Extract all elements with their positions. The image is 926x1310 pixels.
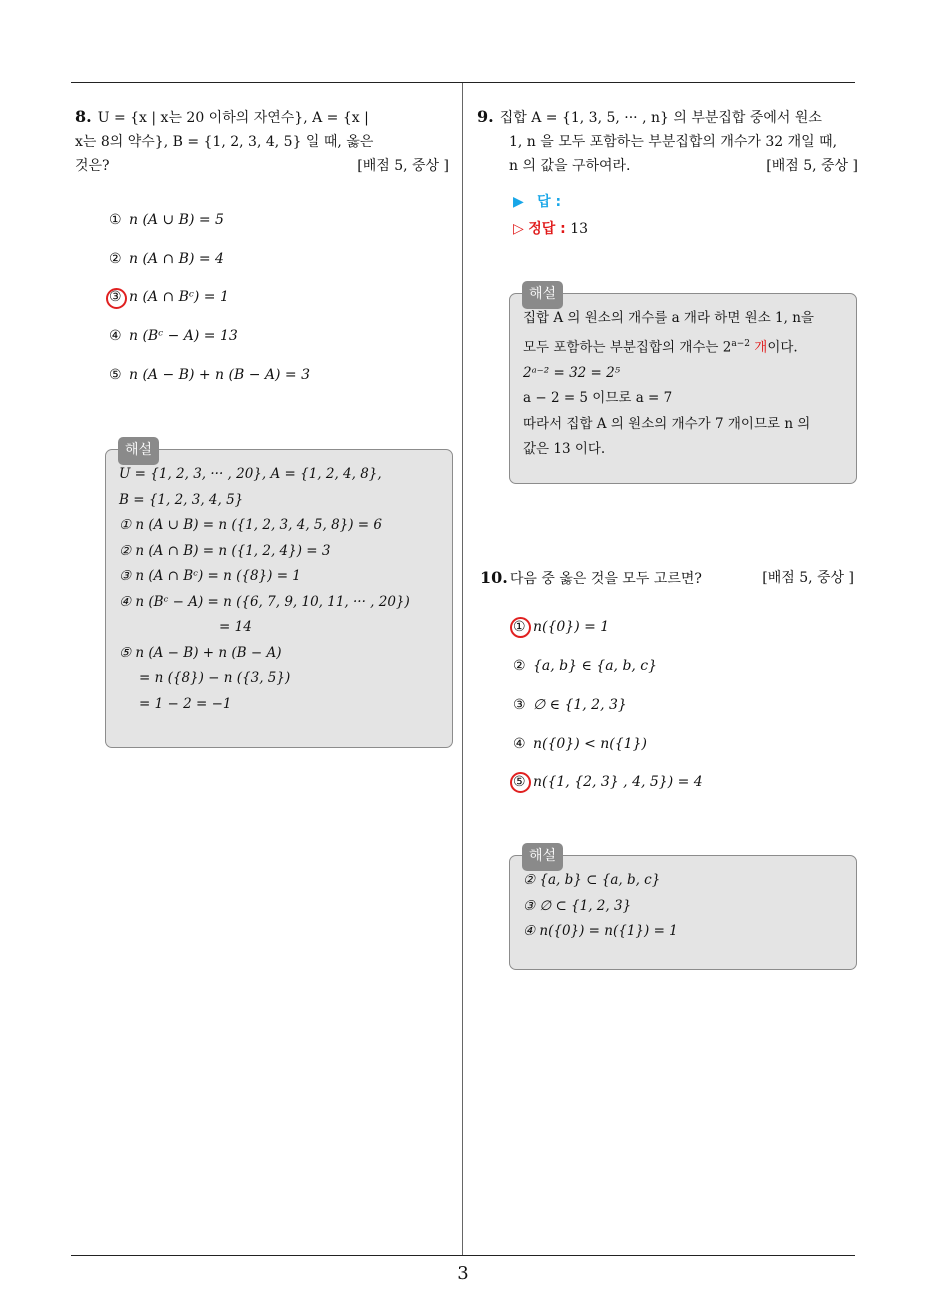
q8-explanation-line: ⑤ n (A − B) + n (B − A) xyxy=(119,644,282,661)
q8-explanation-label: 해설 xyxy=(118,437,159,465)
q8-explanation-line: ② n (A ∩ B) = n ({1, 2, 4}) = 3 xyxy=(119,542,331,559)
question-10-number: 10. xyxy=(480,568,508,587)
q8-explanation-line: ③ n (A ∩ Bᶜ) = n ({8}) = 1 xyxy=(119,568,301,584)
question-8 xyxy=(75,105,449,178)
play-icon: ▶ xyxy=(513,194,524,210)
column-divider xyxy=(462,83,463,1255)
q10-option-2[interactable]: ② {a, b} ∈ {a, b, c} xyxy=(513,658,658,674)
q10-option-4[interactable]: ④ n({0}) < n({1}) xyxy=(513,736,647,752)
question-8-line-2: x는 8의 약수}, B = {1, 2, 3, 4, 5} 일 때, 옳은 xyxy=(75,134,374,150)
q9-answer-label: 답 : xyxy=(537,194,562,210)
q10-explanation-line: ② {a, b} ⊂ {a, b, c} xyxy=(523,872,661,888)
q10-explanation-line: ④ n({0}) = n({1}) = 1 xyxy=(523,923,678,939)
q8-option-5[interactable]: ⑤ n (A − B) + n (B − A) = 3 xyxy=(109,367,311,383)
q8-option-1[interactable]: ① n (A ∪ B) = 5 xyxy=(109,212,224,228)
q10-explanation-box xyxy=(509,848,857,970)
question-8-line-1: U = {x | x는 20 이하의 자연수}, A = {x | xyxy=(97,110,369,126)
question-9-number: 9. xyxy=(477,107,494,126)
q9-explanation-line: 집합 A 의 원소의 개수를 a 개라 하면 원소 1, n을 xyxy=(523,310,814,326)
q8-explanation-line: = 1 − 2 = −1 xyxy=(139,695,232,712)
q8-explanation-line: B = {1, 2, 3, 4, 5} xyxy=(119,491,244,508)
question-9-line-1: 집합 A = {1, 3, 5, ··· , n} 의 부분집합 중에서 원소 xyxy=(499,110,822,126)
question-9-line-3: n 의 값을 구하여라. xyxy=(509,158,631,174)
q9-explanation-line: 값은 13 이다. xyxy=(523,441,606,457)
play-outline-icon: ▷ xyxy=(513,221,524,237)
q8-explanation-line: ④ n (Bᶜ − A) = n ({6, 7, 9, 10, 11, ··· , 20}) xyxy=(119,593,410,610)
question-8-line-3: 것은? xyxy=(75,158,110,174)
q9-correct-label: 정답 : xyxy=(528,221,566,237)
top-rule xyxy=(71,82,855,83)
q8-explanation-box xyxy=(105,442,453,748)
q9-explanation-label: 해설 xyxy=(522,281,563,309)
question-8-points: [배점 5, 중상 ] xyxy=(357,158,449,174)
q8-option-3[interactable]: ③ n (A ∩ Bᶜ) = 1 xyxy=(109,289,229,305)
question-10-points: [배점 5, 중상 ] xyxy=(762,570,854,586)
question-9-line-2: 1, n 을 모두 포함하는 부분집합의 개수가 32 개일 때, xyxy=(509,134,838,150)
question-8-number: 8. xyxy=(75,107,92,126)
page-number: 3 xyxy=(457,1263,469,1284)
q10-explanation-line: ③ ∅ ⊂ {1, 2, 3} xyxy=(523,897,632,914)
q9-explanation-line: a − 2 = 5 이므로 a = 7 xyxy=(523,390,673,406)
q9-explanation-line: 따라서 집합 A 의 원소의 개수가 7 개이므로 n 의 xyxy=(523,415,811,432)
q8-answer-circle xyxy=(106,288,127,309)
q10-option-3[interactable]: ③ ∅ ∈ {1, 2, 3} xyxy=(513,697,627,713)
q10-answer-circle-5 xyxy=(510,772,531,793)
q8-option-4[interactable]: ④ n (Bᶜ − A) = 13 xyxy=(109,328,238,344)
question-10-text: 다음 중 옳은 것을 모두 고르면? xyxy=(509,571,702,587)
q8-explanation-line: = n ({8}) − n ({3, 5}) xyxy=(139,670,291,686)
q10-option-1[interactable]: ① n({0}) = 1 xyxy=(513,619,610,635)
q9-answer-row[interactable] xyxy=(513,191,561,211)
q8-explanation-line: = 14 xyxy=(219,619,252,635)
q9-explanation-box xyxy=(509,286,857,484)
bottom-rule xyxy=(71,1255,855,1256)
q10-option-5[interactable]: ⑤ n({1, {2, 3} , 4, 5}) = 4 xyxy=(513,774,703,790)
q10-explanation-label: 해설 xyxy=(522,843,563,871)
q9-correct-value: 13 xyxy=(570,221,589,237)
q9-correct-row xyxy=(513,218,588,238)
q9-explanation-line: 모두 포함하는 부분집합의 개수는 $2^{a-2}$ 개이다. xyxy=(523,338,798,355)
q10-answer-circle-1 xyxy=(510,617,531,638)
question-9 xyxy=(477,105,858,178)
q8-explanation-line: U = {1, 2, 3, ··· , 20}, A = {1, 2, 4, 8}, xyxy=(119,466,382,482)
question-10 xyxy=(480,566,854,591)
q8-option-2[interactable]: ② n (A ∩ B) = 4 xyxy=(109,251,224,267)
q9-explanation-line: 2ᵃ⁻² = 32 = 2⁵ xyxy=(523,364,621,381)
question-9-points: [배점 5, 중상 ] xyxy=(766,158,858,174)
q8-explanation-line: ① n (A ∪ B) = n ({1, 2, 3, 4, 5, 8}) = 6 xyxy=(119,517,382,533)
